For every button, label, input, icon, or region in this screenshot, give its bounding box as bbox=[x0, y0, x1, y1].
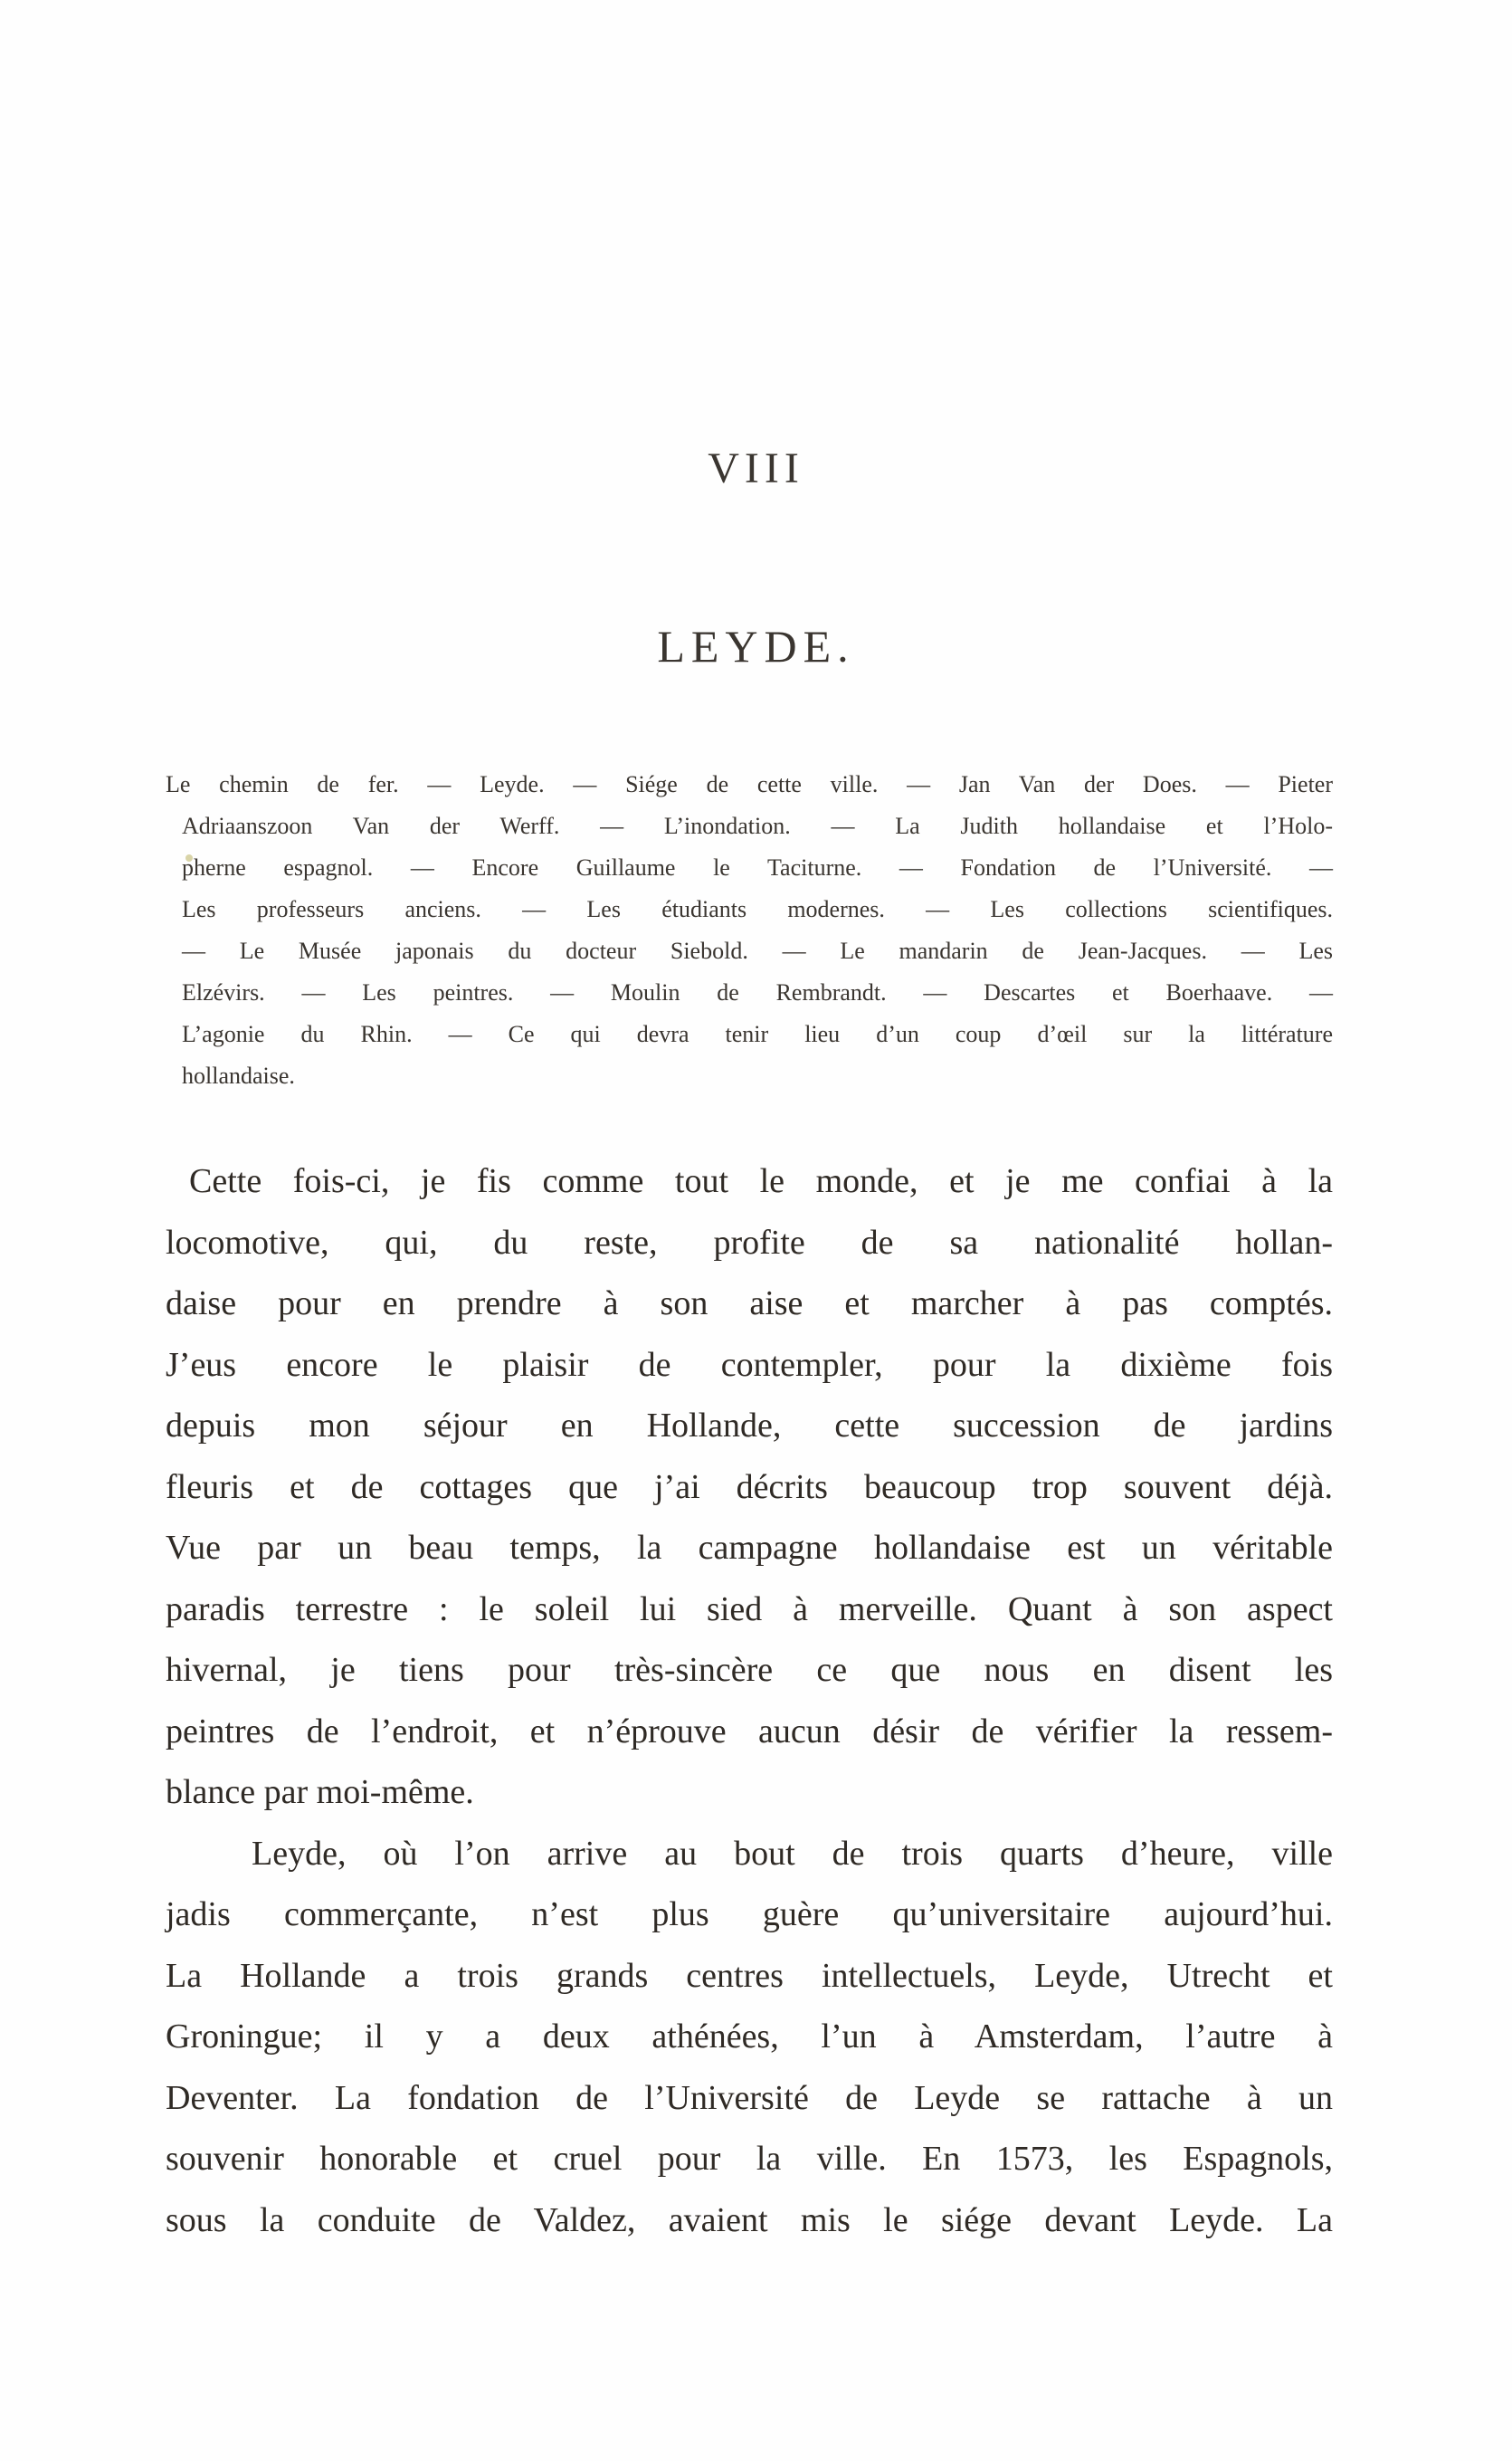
body-line: Deventer. La fondation de l’Université de Leyde se rattache à un bbox=[166, 2078, 1333, 2117]
chapter-summary bbox=[166, 764, 1333, 1097]
summary-line: Le chemin de fer. — Leyde. — Siége de cette ville. — Jan Van der Does. — Pieter bbox=[166, 771, 1333, 797]
body-line: fleuris et de cottages que j’ai décrits beaucoup trop souvent déjà. bbox=[166, 1467, 1333, 1506]
body-line: souvenir honorable et cruel pour la ville. En 1573, les Espagnols, bbox=[166, 2140, 1333, 2178]
body-text bbox=[166, 1151, 1333, 2251]
body-line: hivernal, je tiens pour très-sincère ce que nous en disent les bbox=[166, 1651, 1333, 1689]
body-line: J’eus encore le plaisir de contempler, pour la dixième fois bbox=[166, 1345, 1333, 1384]
body-line: Leyde, où l’on arrive au bout de trois quarts d’heure, ville bbox=[252, 1834, 1333, 1873]
body-line: peintres de l’endroit, et n’éprouve aucun désir de vérifier la ressem- bbox=[166, 1712, 1333, 1750]
summary-line: hollandaise. bbox=[182, 1063, 295, 1089]
chapter-number: VIII bbox=[708, 444, 804, 492]
summary-line: pherne espagnol. — Encore Guillaume le Taciturne. — Fondation de l’Université. — bbox=[182, 854, 1333, 881]
body-line: Vue par un beau temps, la campagne hollandaise est un véritable bbox=[166, 1529, 1333, 1567]
chapter-title: LEYDE. bbox=[657, 621, 855, 672]
body-line: Groningue; il y a deux athénées, l’un à Amsterdam, l’autre à bbox=[166, 2017, 1333, 2056]
body-line: Cette fois-ci, je fis comme tout le monde, et je me confiai à la bbox=[189, 1162, 1333, 1200]
body-line: La Hollande a trois grands centres intellectuels, Leyde, Utrecht et bbox=[166, 1956, 1333, 1995]
body-line: paradis terrestre : le soleil lui sied à merveille. Quant à son aspect bbox=[166, 1589, 1333, 1628]
summary-line: Les professeurs anciens. — Les étudiants modernes. — Les collections scientifiques. bbox=[182, 896, 1333, 922]
summary-line: Elzévirs. — Les peintres. — Moulin de Rembrandt. — Descartes et Boerhaave. — bbox=[182, 979, 1333, 1006]
body-line: depuis mon séjour en Hollande, cette succession de jardins bbox=[166, 1407, 1333, 1445]
body-line: blance par moi-même. bbox=[166, 1773, 474, 1811]
summary-line: — Le Musée japonais du docteur Siebold. — Le mandarin de Jean-Jacques. — Les bbox=[182, 938, 1333, 964]
body-line: jadis commerçante, n’est plus guère qu’universitaire aujourd’hui. bbox=[166, 1895, 1333, 1933]
summary-line: Adriaanszoon Van der Werff. — L’inondation. — La Judith hollandaise et l’Holo- bbox=[182, 813, 1333, 839]
body-line: locomotive, qui, du reste, profite de sa nationalité hollan- bbox=[166, 1223, 1333, 1262]
body-line: sous la conduite de Valdez, avaient mis le siége devant Leyde. La bbox=[166, 2200, 1333, 2239]
summary-line: L’agonie du Rhin. — Ce qui devra tenir lieu d’un coup d’œil sur la littérature bbox=[182, 1021, 1333, 1047]
body-line: daise pour en prendre à son aise et marcher à pas comptés. bbox=[166, 1284, 1333, 1322]
